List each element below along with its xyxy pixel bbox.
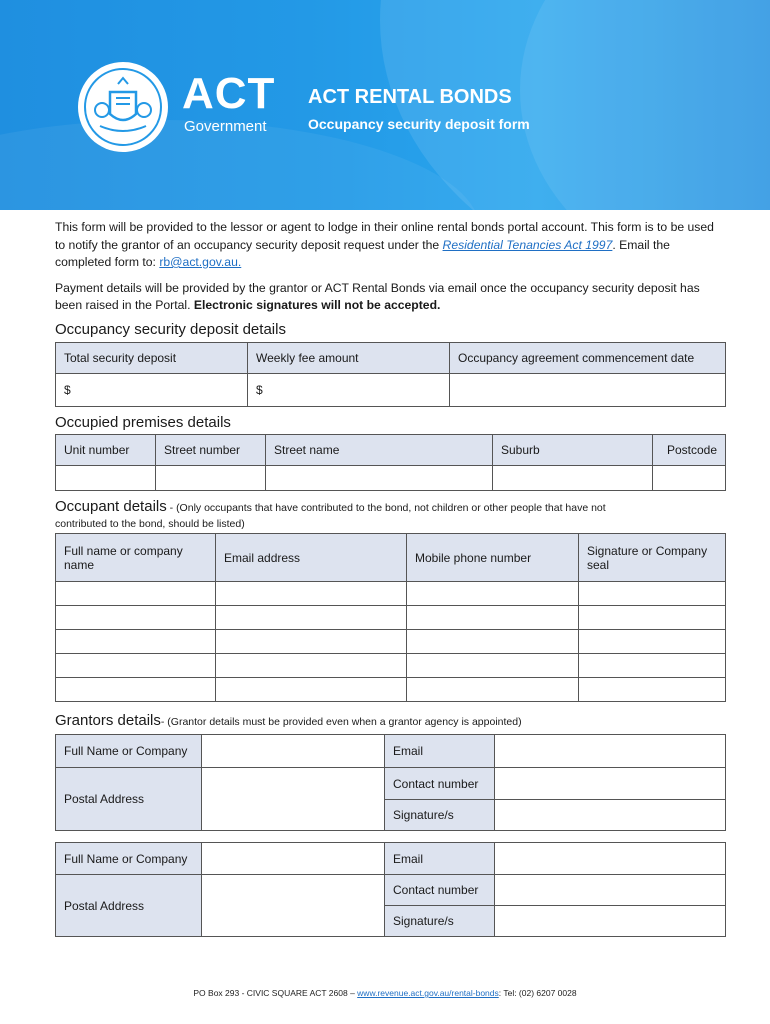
email-address-header: Email address <box>216 534 407 582</box>
suburb-field[interactable] <box>493 466 653 491</box>
occupant-name-field[interactable] <box>56 678 216 702</box>
intro-text <box>55 219 727 323</box>
occupants-title-text: Occupant details <box>55 498 167 515</box>
grantor-signature-label: Signature/s <box>385 800 495 831</box>
grantors-note: - (Grantor details must be provided even when a grantor agency is appointed) <box>160 716 522 728</box>
occupant-phone-field[interactable] <box>407 582 579 606</box>
total-deposit-field[interactable]: $ <box>56 374 248 407</box>
act-government-logo <box>78 62 276 152</box>
grantor-contact-field[interactable] <box>495 875 726 906</box>
total-deposit-header: Total security deposit <box>56 343 248 374</box>
occupant-signature-field[interactable] <box>579 606 726 630</box>
grantor-table-1 <box>55 734 726 831</box>
grantor-signature-field[interactable] <box>495 800 726 831</box>
street-name-field[interactable] <box>266 466 493 491</box>
occupant-phone-field[interactable] <box>407 630 579 654</box>
grantor-full-name-field[interactable] <box>202 735 385 768</box>
grantor-full-name-label: Full Name or Company <box>56 735 202 768</box>
occupants-note-continued: contributed to the bond, should be listed) <box>55 518 245 530</box>
email-link[interactable]: rb@act.gov.au. <box>159 255 242 269</box>
electronic-signature-warning: Electronic signatures will not be accepted. <box>193 298 441 312</box>
commencement-date-field[interactable] <box>450 374 726 407</box>
deposit-table <box>55 342 726 407</box>
occupant-phone-field[interactable] <box>407 654 579 678</box>
postcode-field[interactable] <box>653 466 726 491</box>
grantor-contact-field[interactable] <box>495 768 726 800</box>
header-banner <box>0 0 770 210</box>
occupant-email-field[interactable] <box>216 654 407 678</box>
intro-paragraph-2 <box>55 280 727 315</box>
table-row <box>56 678 726 702</box>
deposit-section-title: Occupancy security deposit details <box>55 321 286 338</box>
grantor-postal-field[interactable] <box>202 875 385 937</box>
grantor-email-label: Email <box>385 843 495 875</box>
footer <box>0 988 770 998</box>
occupant-signature-field[interactable] <box>579 630 726 654</box>
grantor-email-field[interactable] <box>495 735 726 768</box>
coat-of-arms-icon <box>78 62 168 152</box>
occupant-email-field[interactable] <box>216 606 407 630</box>
table-row <box>56 606 726 630</box>
occupant-name-field[interactable] <box>56 582 216 606</box>
weekly-fee-field[interactable]: $ <box>248 374 450 407</box>
suburb-header: Suburb <box>493 435 653 466</box>
occupant-phone-field[interactable] <box>407 678 579 702</box>
grantors-title-text: Grantors details <box>55 712 161 729</box>
occupant-signature-field[interactable] <box>579 582 726 606</box>
table-row <box>56 582 726 606</box>
occupant-signature-field[interactable] <box>579 678 726 702</box>
occupant-email-field[interactable] <box>216 630 407 654</box>
postcode-header: Postcode <box>653 435 726 466</box>
table-row <box>56 654 726 678</box>
intro-text-1b: . Email the completed form to: <box>55 237 670 269</box>
occupants-table <box>55 533 726 702</box>
grantor-postal-field[interactable] <box>202 768 385 831</box>
unit-number-field[interactable] <box>56 466 156 491</box>
page-title: ACT RENTAL BONDS <box>308 86 512 108</box>
table-row <box>56 630 726 654</box>
weekly-fee-header: Weekly fee amount <box>248 343 450 374</box>
intro-text-2a: Payment details will be provided by the grantor or ACT Rental Bonds via email once the occupancy security deposit has been raised in the Portal. <box>55 280 700 312</box>
occupant-email-field[interactable] <box>216 678 407 702</box>
logo-act-text: ACT <box>182 69 276 118</box>
rental-bonds-link[interactable]: www.revenue.act.gov.au/rental-bonds <box>357 988 499 998</box>
occupants-note: - (Only occupants that have contributed to the bond, not children or other people that have not <box>166 502 606 514</box>
occupant-email-field[interactable] <box>216 582 407 606</box>
grantor-signature-field[interactable] <box>495 906 726 937</box>
grantor-email-label: Email <box>385 735 495 768</box>
premises-section-title: Occupied premises details <box>55 414 231 431</box>
grantor-postal-label: Postal Address <box>56 768 202 831</box>
page-subtitle: Occupancy security deposit form <box>308 116 530 132</box>
footer-address: PO Box 293 - CIVIC SQUARE ACT 2608 – <box>193 988 358 998</box>
unit-number-header: Unit number <box>56 435 156 466</box>
decorative-arc <box>520 0 770 210</box>
occupants-section-title <box>55 498 606 515</box>
occupant-phone-field[interactable] <box>407 606 579 630</box>
full-name-header: Full name or company name <box>56 534 216 582</box>
grantors-section-title <box>55 712 522 729</box>
mobile-phone-header: Mobile phone number <box>407 534 579 582</box>
occupant-name-field[interactable] <box>56 606 216 630</box>
logo-government-text: Government <box>184 118 267 135</box>
grantor-contact-label: Contact number <box>385 768 495 800</box>
intro-text-1a: This form will be provided to the lessor or agent to lodge in their online rental bonds portal account. This form is to be used to notify the grantor of an occupancy security deposit request under the <box>55 220 714 252</box>
residential-tenancies-act-link[interactable]: Residential Tenancies Act 1997 <box>442 237 613 252</box>
commencement-date-header: Occupancy agreement commencement date <box>450 343 726 374</box>
grantor-full-name-label: Full Name or Company <box>56 843 202 875</box>
signature-seal-header: Signature or Company seal <box>579 534 726 582</box>
intro-paragraph-1 <box>55 219 727 272</box>
grantor-postal-label: Postal Address <box>56 875 202 937</box>
street-number-header: Street number <box>156 435 266 466</box>
grantor-full-name-field[interactable] <box>202 843 385 875</box>
grantor-email-field[interactable] <box>495 843 726 875</box>
occupant-name-field[interactable] <box>56 630 216 654</box>
premises-table <box>55 434 726 491</box>
street-name-header: Street name <box>266 435 493 466</box>
footer-phone: : Tel: (02) 6207 0028 <box>498 988 577 998</box>
occupant-name-field[interactable] <box>56 654 216 678</box>
grantor-contact-label: Contact number <box>385 875 495 906</box>
street-number-field[interactable] <box>156 466 266 491</box>
occupant-signature-field[interactable] <box>579 654 726 678</box>
grantor-table-2 <box>55 842 726 937</box>
grantor-signature-label: Signature/s <box>385 906 495 937</box>
